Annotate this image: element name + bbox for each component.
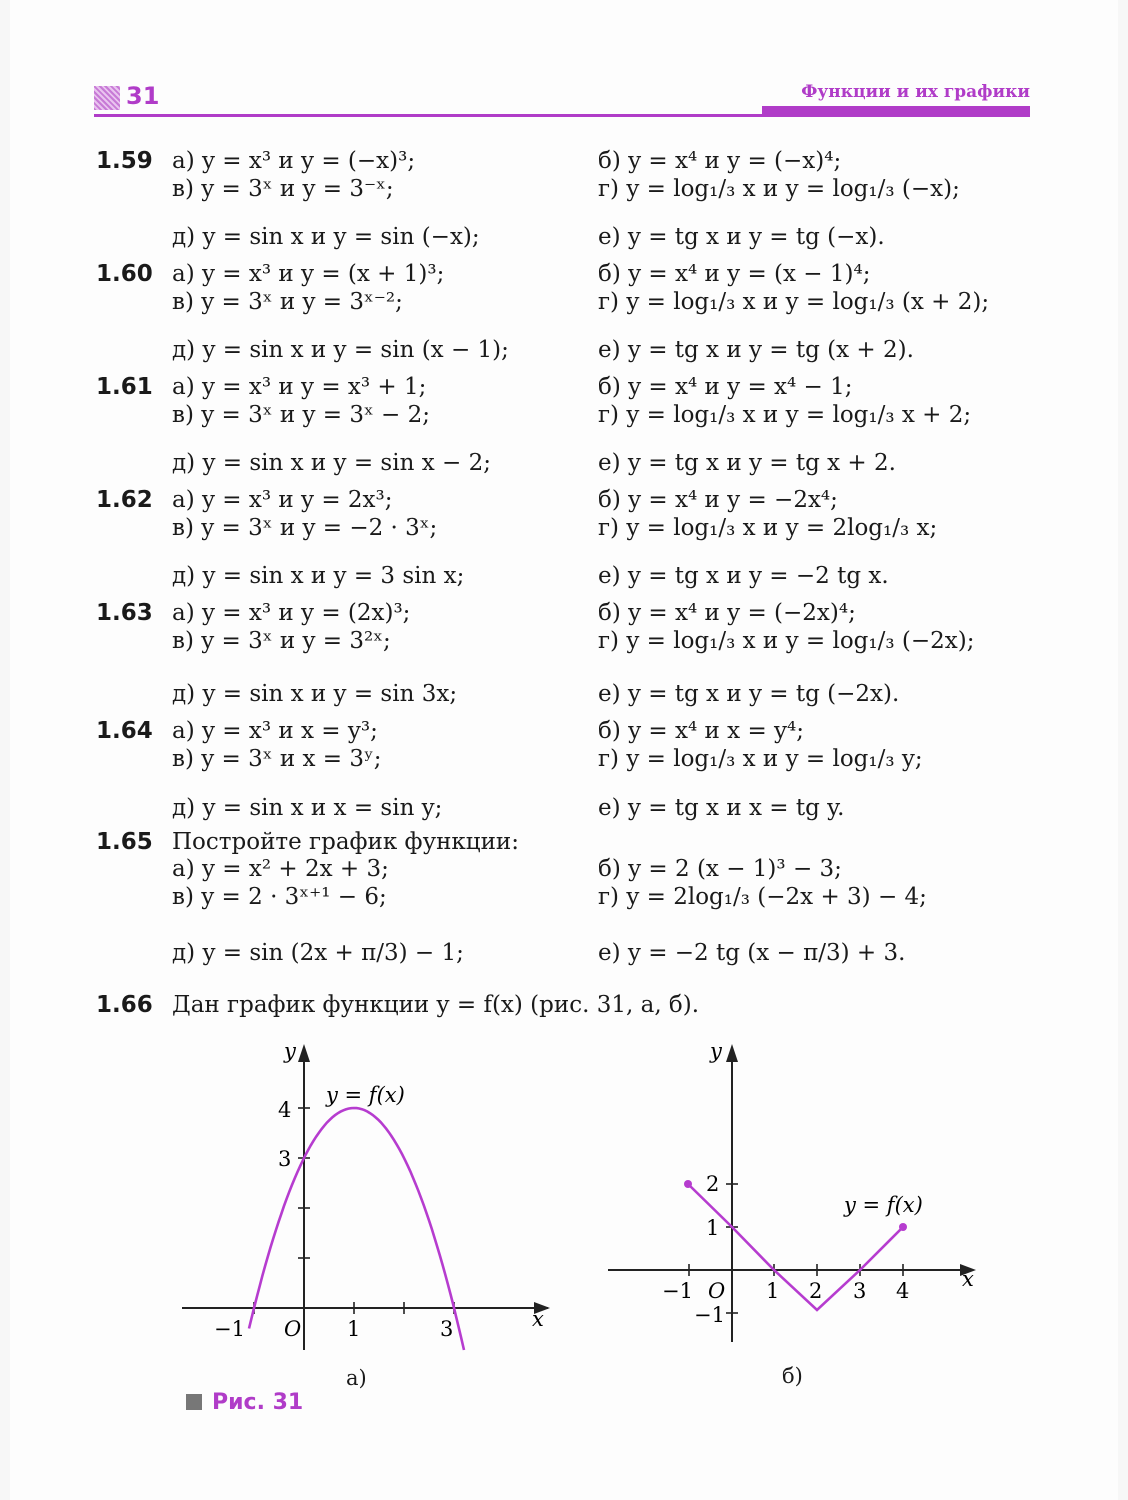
exercise-number: 1.59 xyxy=(96,148,153,174)
x-axis-label: x xyxy=(962,1267,974,1291)
item-v: в) y = 3ˣ и y = 3²ˣ; xyxy=(172,628,391,654)
item-v: в) y = 3ˣ и y = 3⁻ˣ; xyxy=(172,176,394,202)
item-a: а) y = x³ и y = (2x)³; xyxy=(172,600,411,626)
y-tick-1: 1 xyxy=(706,1216,720,1240)
item-g: г) y = log₁/₃ x и y = log₁/₃ x + 2; xyxy=(598,402,972,428)
figure-square-icon xyxy=(186,1394,202,1410)
item-b: б) y = x⁴ и x = y⁴; xyxy=(598,718,804,744)
y-axis-arrow-icon xyxy=(726,1044,738,1062)
exercise-number: 1.60 xyxy=(96,261,153,287)
item-e: е) y = tg x и y = tg (−2x). xyxy=(598,681,900,707)
item-b: б) y = 2 (x − 1)³ − 3; xyxy=(598,856,842,882)
exercise-number: 1.63 xyxy=(96,600,153,626)
item-a: а) y = x³ и y = (x + 1)³; xyxy=(172,261,445,287)
curve-label: y = f(x) xyxy=(326,1083,405,1107)
item-g: г) y = log₁/₃ x и y = log₁/₃ (−x); xyxy=(598,176,960,202)
item-e: е) y = tg x и y = tg (x + 2). xyxy=(598,337,914,363)
exercise-number: 1.66 xyxy=(96,992,153,1018)
item-b: б) y = x⁴ и y = x⁴ − 1; xyxy=(598,374,853,400)
item-d: д) y = sin (2x + π/3) − 1; xyxy=(172,940,464,966)
y-tick-4: 4 xyxy=(278,1098,292,1122)
x-tick-2: 2 xyxy=(809,1279,823,1303)
header-rule-accent xyxy=(762,106,1030,114)
x-axis-label: x xyxy=(532,1307,544,1331)
x-tick-3: 3 xyxy=(853,1279,867,1303)
section-title: Функции и их графики xyxy=(801,82,1030,102)
endpoint-left xyxy=(684,1180,692,1188)
item-e: е) y = tg x и y = tg x + 2. xyxy=(598,450,896,476)
item-v: в) y = 3ˣ и y = 3ˣ − 2; xyxy=(172,402,430,428)
x-tick-1: 1 xyxy=(766,1279,780,1303)
y-tick-2: 2 xyxy=(706,1172,720,1196)
figure-b-caption: б) xyxy=(782,1364,803,1388)
item-b: б) y = x⁴ и y = (−2x)⁴; xyxy=(598,600,856,626)
item-b: б) y = x⁴ и y = (x − 1)⁴; xyxy=(598,261,871,287)
y-axis-arrow-icon xyxy=(298,1044,310,1062)
item-g: г) y = 2log₁/₃ (−2x + 3) − 4; xyxy=(598,884,927,910)
item-e: е) y = tg x и y = −2 tg x. xyxy=(598,563,889,589)
item-v: в) y = 2 · 3ˣ⁺¹ − 6; xyxy=(172,884,387,910)
figure-b-graph xyxy=(600,1030,990,1350)
figure-a-graph xyxy=(170,1030,570,1360)
figure-label xyxy=(186,1390,303,1415)
x-tick-1: 1 xyxy=(347,1317,361,1341)
item-e: е) y = −2 tg (x − π/3) + 3. xyxy=(598,940,906,966)
item-a: а) y = x³ и y = x³ + 1; xyxy=(172,374,427,400)
figure-label-text: Рис. 31 xyxy=(212,1390,304,1415)
header-rule xyxy=(94,114,1030,117)
item-a: а) y = x² + 2x + 3; xyxy=(172,856,389,882)
item-b: б) y = x⁴ и y = (−x)⁴; xyxy=(598,148,842,174)
header-square-icon xyxy=(94,86,120,110)
item-a: а) y = x³ и y = (−x)³; xyxy=(172,148,416,174)
item-e: е) y = tg x и x = tg y. xyxy=(598,795,845,821)
x-tick-3: 3 xyxy=(440,1317,454,1341)
item-g: г) y = log₁/₃ x и y = log₁/₃ (x + 2); xyxy=(598,289,990,315)
item-v: в) y = 3ˣ и y = 3ˣ⁻²; xyxy=(172,289,403,315)
item-b: б) y = x⁴ и y = −2x⁴; xyxy=(598,487,838,513)
y-axis-label: y xyxy=(284,1039,296,1063)
y-tick-neg1: −1 xyxy=(694,1303,725,1327)
item-d: д) y = sin x и y = sin 3x; xyxy=(172,681,458,707)
figure-a-caption: а) xyxy=(346,1366,367,1390)
parabola-curve xyxy=(249,1108,464,1350)
origin-label: O xyxy=(708,1279,726,1303)
exercise-intro: Постройте график функции: xyxy=(172,829,519,855)
item-g: г) y = log₁/₃ x и y = log₁/₃ y; xyxy=(598,746,923,772)
item-v: в) y = 3ˣ и y = −2 · 3ˣ; xyxy=(172,515,438,541)
item-d: д) y = sin x и x = sin y; xyxy=(172,795,443,821)
x-tick-neg1: −1 xyxy=(662,1279,693,1303)
exercise-number: 1.64 xyxy=(96,718,153,744)
origin-label: O xyxy=(284,1317,302,1341)
exercise-text: Дан график функции y = f(x) (рис. 31, а, б). xyxy=(172,992,700,1018)
x-tick-4: 4 xyxy=(896,1279,910,1303)
exercise-number: 1.62 xyxy=(96,487,153,513)
item-g: г) y = log₁/₃ x и y = log₁/₃ (−2x); xyxy=(598,628,975,654)
item-v: в) y = 3ˣ и x = 3ʸ; xyxy=(172,746,382,772)
item-g: г) y = log₁/₃ x и y = 2log₁/₃ x; xyxy=(598,515,938,541)
exercise-number: 1.65 xyxy=(96,829,153,855)
endpoint-right xyxy=(899,1223,907,1231)
item-d: д) y = sin x и y = sin x − 2; xyxy=(172,450,491,476)
exercise-number: 1.61 xyxy=(96,374,153,400)
curve-label: y = f(x) xyxy=(844,1193,923,1217)
y-tick-3: 3 xyxy=(278,1147,292,1171)
item-d: д) y = sin x и y = sin (x − 1); xyxy=(172,337,509,363)
x-tick-neg1: −1 xyxy=(214,1317,245,1341)
item-d: д) y = sin x и y = 3 sin x; xyxy=(172,563,465,589)
page-number: 31 xyxy=(126,82,160,110)
item-e: е) y = tg x и y = tg (−x). xyxy=(598,224,885,250)
item-d: д) y = sin x и y = sin (−x); xyxy=(172,224,480,250)
item-a: а) y = x³ и y = 2x³; xyxy=(172,487,393,513)
item-a: а) y = x³ и x = y³; xyxy=(172,718,378,744)
y-axis-label: y xyxy=(710,1039,722,1063)
